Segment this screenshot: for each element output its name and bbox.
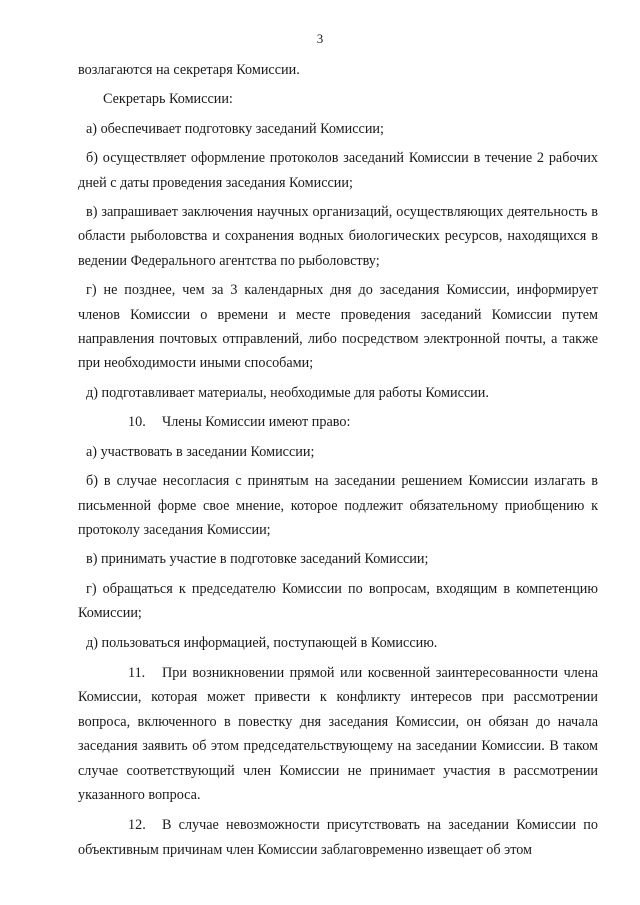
page-number: 3: [316, 31, 324, 46]
paragraph-rights-item-d: д) пользоваться информацией, поступающей в Комиссию.: [86, 634, 438, 651]
paragraph-rights-item-a: а) участвовать в заседании Комиссии;: [86, 443, 315, 460]
item-number-10: 10.: [128, 414, 146, 431]
paragraph-rights-item-g: г) обращаться к председателю Комиссии по вопросам, входящим в компетенцию Комиссии;: [78, 580, 598, 622]
item-number-11: 11.: [128, 664, 146, 681]
paragraph-secretary-item-a: а) обеспечивает подготовку заседаний Комиссии;: [86, 120, 384, 137]
paragraph-rights-item-b: б) в случае несогласия с принятым на заседании решением Комиссии излагать в письменной форме свое мнение, которое подлежит обязательному приобщению к протоколу заседания Комиссии;: [78, 473, 598, 538]
item-number-12: 12.: [128, 817, 146, 834]
paragraph-secretary-intro: Секретарь Комиссии:: [103, 91, 233, 108]
item-10-text: Члены Комиссии имеют право:: [162, 414, 351, 431]
paragraph-rights-item-v: в) принимать участие в подготовке заседаний Комиссии;: [86, 551, 429, 568]
item-11-text: При возникновении прямой или косвенной заинтересованности члена Комиссии, которая может привести к конфликту интересов при рассмотрении вопроса, включенного в повестку дня заседания Комиссии, он обязан до начала заседания заявить об этом председательствующему на заседании Комиссии. В таком случае соответствующий член Комиссии не принимает участия в рассмотрении указанного вопроса.: [78, 664, 598, 803]
paragraph-secretary-item-v: в) запрашивает заключения научных организаций, осуществляющих деятельность в области рыболовства и сохранения водных биологических ресурсов, находящихся в ведении Федерального агентства по рыболовству;: [78, 204, 598, 269]
paragraph-item-12: [78, 813, 598, 862]
paragraph-item-10: [78, 410, 598, 434]
paragraph-secretary-item-b: б) осуществляет оформление протоколов заседаний Комиссии в течение 2 рабочих дней с даты проведения заседания Комиссии;: [78, 150, 598, 191]
document-body: [78, 58, 598, 862]
item-12-text: В случае невозможности присутствовать на заседании Комиссии по объективным причинам член Комиссии заблаговременно извещает об этом: [78, 817, 598, 858]
paragraph-item-11: [78, 661, 598, 807]
paragraph-continuation: возлагаются на секретаря Комиссии.: [78, 62, 300, 78]
paragraph-secretary-item-d: д) подготавливает материалы, необходимые для работы Комиссии.: [86, 384, 489, 401]
paragraph-secretary-item-g: г) не позднее, чем за 3 календарных дня до заседания Комиссии, информирует членов Комиссии о времени и месте проведения заседаний Комиссии путем направления почтовых отправлений, либо посредством электронной почты, а также при необходимости иными способами;: [78, 282, 598, 372]
